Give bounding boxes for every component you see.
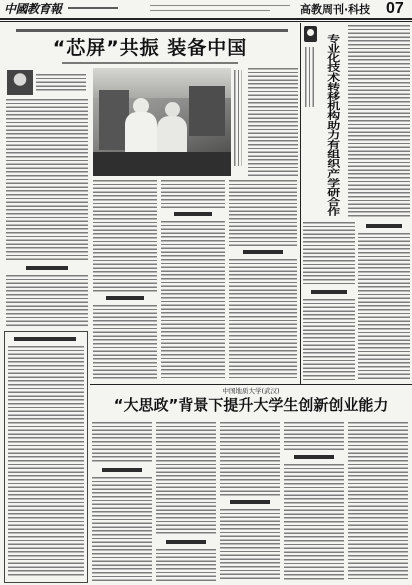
article-body-text [220,422,280,496]
article-body-text [348,422,408,581]
editor-credits-text [150,5,290,6]
article-subhead [294,455,334,459]
article-body-text [303,222,355,286]
article-body-text [229,180,297,246]
top-article-kicker [16,29,288,32]
section-title: 高教周刊·科技 [300,3,371,16]
author-note-text [36,74,86,91]
author-thumbnail [7,70,33,95]
article-subhead [366,224,402,228]
header-rule [0,18,412,20]
article-body-text [161,180,225,208]
header-rule-thin [0,21,412,22]
article-subhead [243,250,283,254]
article-body-text [348,25,410,217]
sidebar-heading [14,337,76,341]
article-body-text [92,477,152,581]
top-article-byline [62,62,238,64]
article-subhead [166,540,206,544]
editor-contact-text [150,10,270,11]
article-body-text [93,180,157,292]
lab-photo [93,68,231,176]
article-subhead [26,266,68,270]
article-body-text [220,509,280,581]
article-body-text [358,233,410,380]
article-body-text [92,422,152,464]
page-number: 07 [386,0,404,17]
sidebar-body-text [8,346,84,578]
article-body-text [6,275,88,327]
article-subhead [311,290,347,294]
article-body-text [284,422,344,451]
masthead-logo: 中國教育報 [4,2,62,16]
article-subhead [230,500,270,504]
article-body-text [6,99,88,261]
issue-info-text [68,7,118,9]
section-divider [90,384,412,385]
bottom-article-headline: “大思政”背景下提升大学生创新创业能力 [113,396,389,414]
article-body-text [248,68,298,176]
article-subhead [102,468,142,472]
photo-caption [234,70,242,166]
article-body-text [156,422,216,536]
article-body-text [284,464,344,581]
article-subhead [106,296,144,300]
article-body-text [229,259,297,380]
article-subhead [174,212,212,216]
right-article-headline: 专业化技术转移机构助力有组织产学研合作 [324,34,340,217]
column-divider [300,23,301,384]
article-body-text [93,305,157,380]
article-body-text [303,299,355,380]
bottom-article-kicker: 中国地质大学(武汉) [222,387,280,395]
article-body-text [161,221,225,380]
article-body-text [156,549,216,581]
top-article-headline: “芯屏”共振 装备中国 [52,37,248,59]
